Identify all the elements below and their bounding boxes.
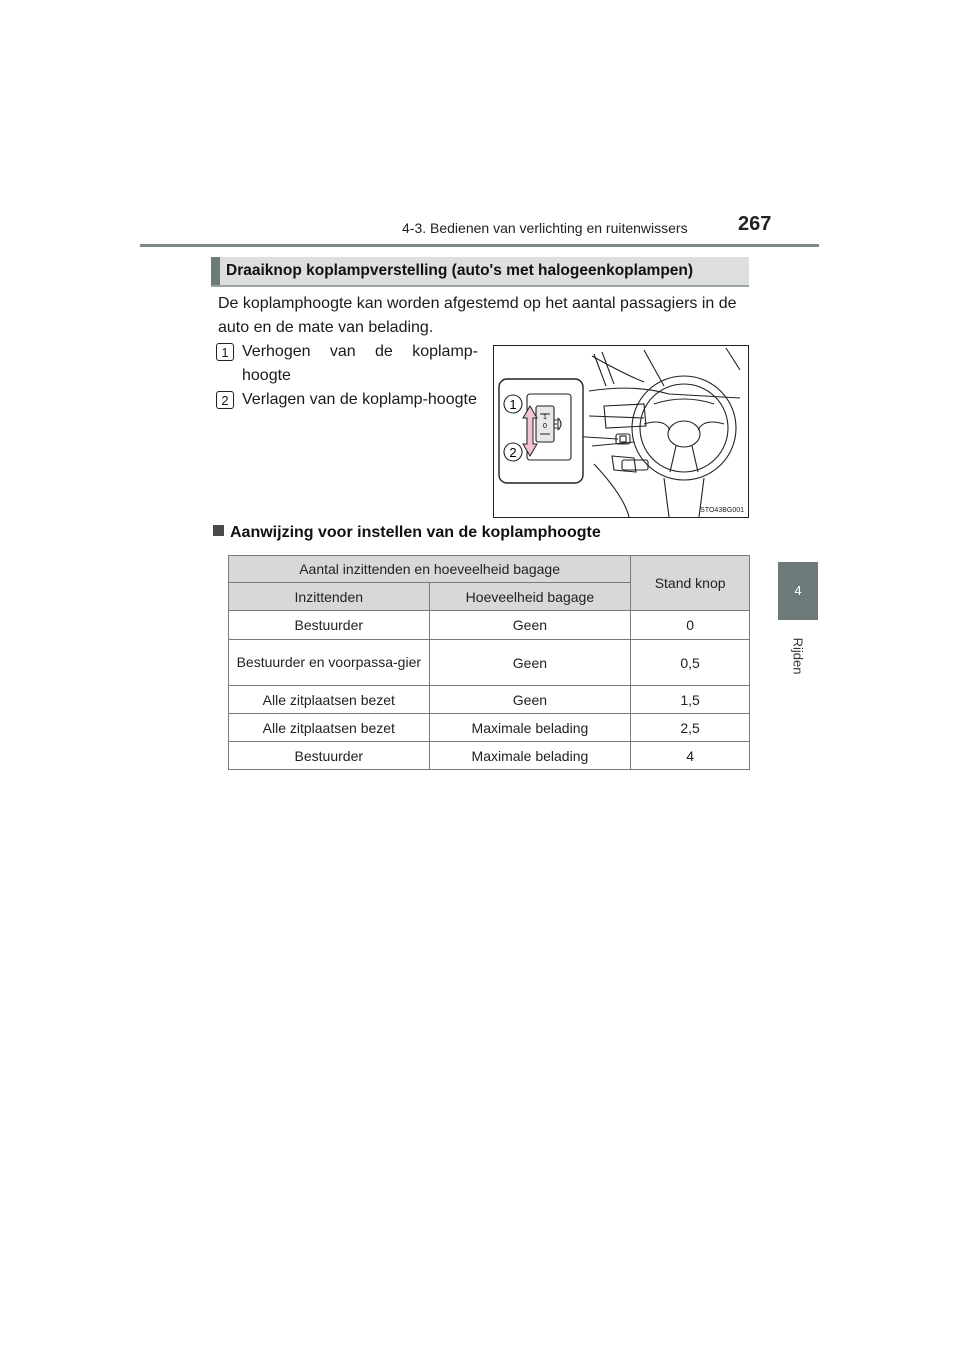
step-number-badge: 2 <box>216 391 234 409</box>
table-header-cell: Stand knop <box>631 556 750 611</box>
table-cell: 0 <box>631 611 750 640</box>
running-header-title: 4-3. Bedienen van verlichting en ruitenwissers <box>402 220 688 236</box>
dashboard-drawing <box>494 346 748 517</box>
page-number: 267 <box>738 213 772 235</box>
heading-accent-bar <box>211 257 220 285</box>
table-row <box>229 742 750 770</box>
table-header-row <box>229 556 750 583</box>
dial-mark: 1 <box>543 414 547 421</box>
chapter-number: 4 <box>794 583 802 598</box>
table-row <box>229 686 750 714</box>
section-heading <box>211 257 749 287</box>
table-row <box>229 611 750 640</box>
table-cell: 1,5 <box>631 686 750 714</box>
square-bullet-icon <box>213 525 224 536</box>
chapter-tab <box>778 562 818 620</box>
header-rule <box>140 244 819 247</box>
headlight-level-table <box>228 555 750 770</box>
headlight-leveling-illustration <box>493 345 749 518</box>
step-label: Verlagen van de koplamp-hoogte <box>242 391 477 408</box>
table-header-cell: Inzittenden <box>229 583 430 611</box>
table-cell: Bestuurder en voorpassa-gier <box>229 640 430 686</box>
intro-paragraph: De koplamphoogte kan worden afgestemd op het aantal passagiers in de auto en de mate van belading. <box>218 295 737 336</box>
table-subheading <box>213 524 601 542</box>
table-row <box>229 640 750 686</box>
table-cell: Bestuurder <box>229 742 430 770</box>
table-header-cell: Hoeveelheid bagage <box>429 583 631 611</box>
table-row <box>229 714 750 742</box>
callout-number: 1 <box>509 397 517 412</box>
table-cell: Geen <box>429 686 631 714</box>
section-heading-text: Draaiknop koplampverstelling (auto's met halogeenkoplampen) <box>226 262 694 279</box>
step-number-badge: 1 <box>216 343 234 361</box>
table-cell: Geen <box>429 640 631 686</box>
callout-number: 2 <box>509 445 517 460</box>
table-cell: 0,5 <box>631 640 750 686</box>
table-cell: Geen <box>429 611 631 640</box>
table-cell: Maximale belading <box>429 742 631 770</box>
figure-code: STO43BG001 <box>700 507 744 514</box>
dial-mark: 0 <box>543 423 547 430</box>
subheading-text: Aanwijzing voor instellen van de koplamphoogte <box>230 524 601 541</box>
chapter-label: Rijden <box>790 637 806 675</box>
table-cell: 2,5 <box>631 714 750 742</box>
table-group-header: Aantal inzittenden en hoeveelheid bagage <box>229 556 631 583</box>
table-cell: Maximale belading <box>429 714 631 742</box>
table-cell: 4 <box>631 742 750 770</box>
step-label: Verhogen van de koplamp-hoogte <box>242 343 478 384</box>
table-cell: Alle zitplaatsen bezet <box>229 714 430 742</box>
table-cell: Alle zitplaatsen bezet <box>229 686 430 714</box>
table-cell: Bestuurder <box>229 611 430 640</box>
